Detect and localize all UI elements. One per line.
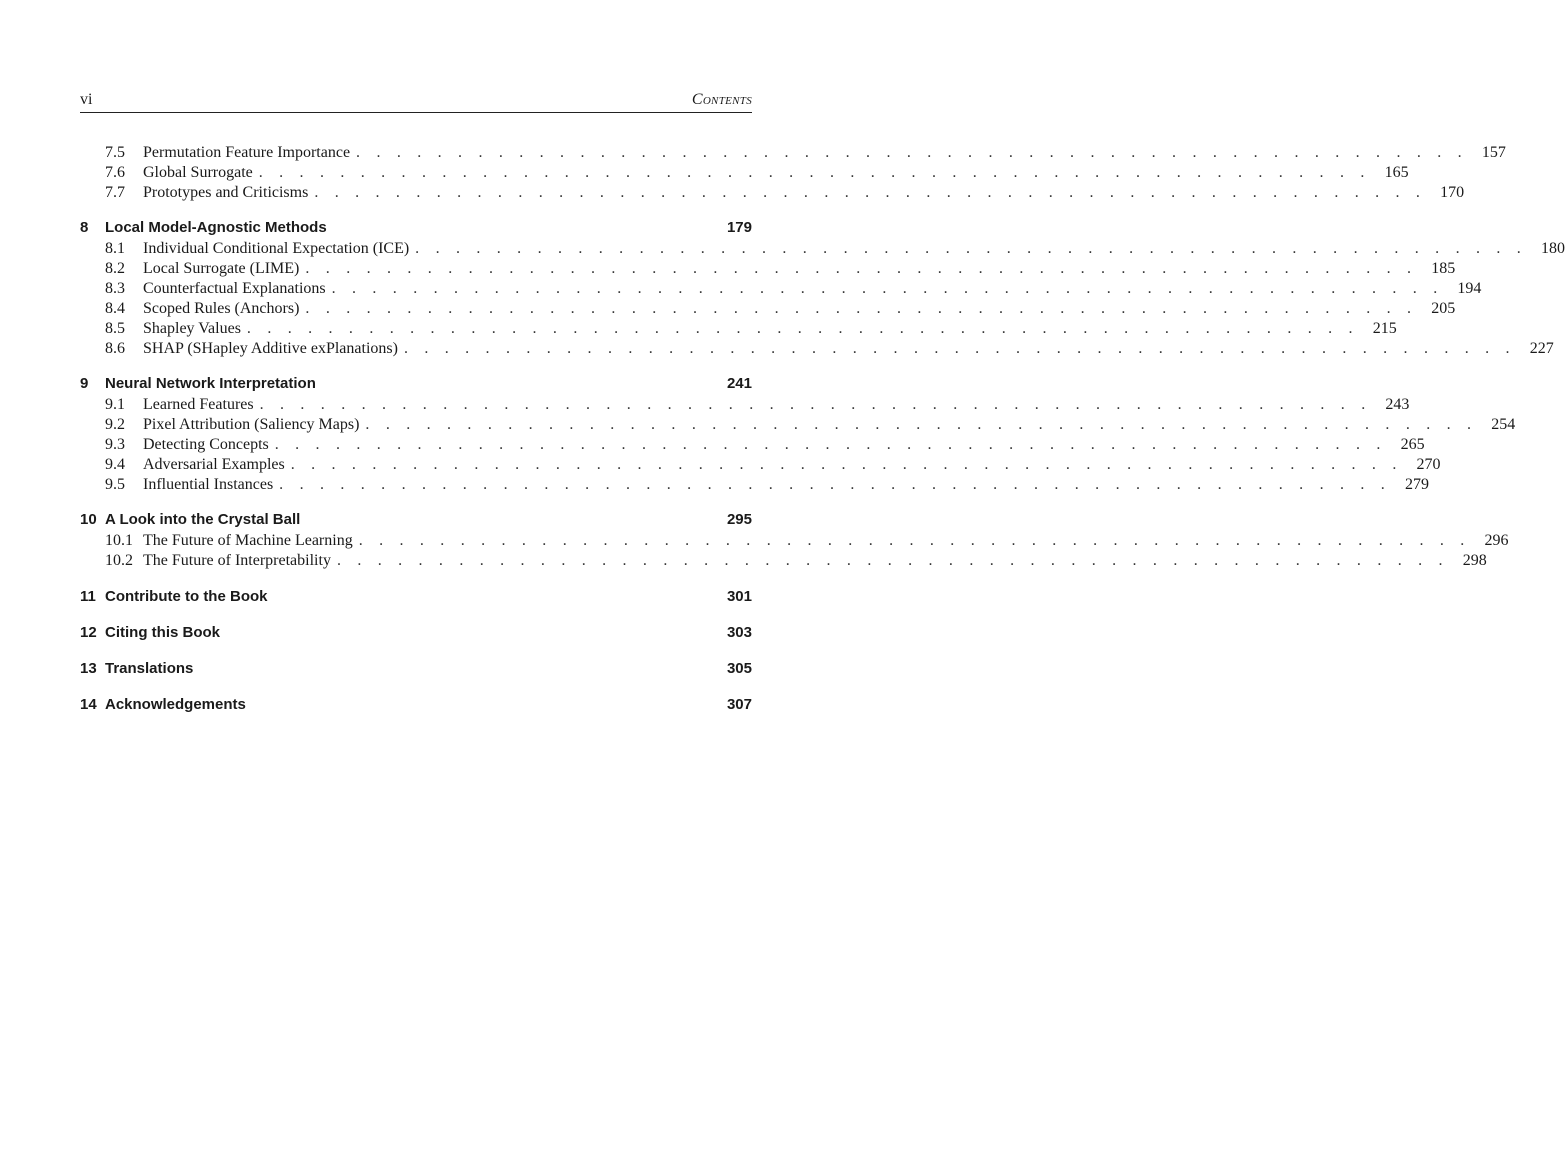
toc-chapter-entry[interactable] bbox=[80, 587, 752, 607]
section-page: 165 bbox=[1384, 164, 1409, 181]
toc-section-entry[interactable] bbox=[80, 279, 1482, 299]
section-number: 10.2 bbox=[105, 552, 133, 569]
chapter-title: Translations bbox=[105, 660, 194, 677]
table-of-contents bbox=[80, 143, 1565, 716]
section-title: The Future of Interpretability bbox=[143, 552, 331, 569]
toc-section-entry[interactable] bbox=[80, 143, 1506, 163]
section-page: 279 bbox=[1404, 476, 1429, 493]
chapter-title: Local Model-Agnostic Methods bbox=[105, 219, 327, 236]
chapter-title: Citing this Book bbox=[105, 624, 220, 641]
chapter-number: 10 bbox=[80, 511, 97, 528]
section-page: 265 bbox=[1400, 436, 1425, 453]
chapter-title: Contribute to the Book bbox=[105, 588, 268, 605]
section-title: Pixel Attribution (Saliency Maps) bbox=[143, 416, 360, 433]
toc-section-entry[interactable] bbox=[80, 299, 1456, 319]
section-page: 180 bbox=[1540, 240, 1565, 257]
section-number: 8.5 bbox=[105, 320, 125, 337]
toc-section-entry[interactable] bbox=[80, 551, 1487, 571]
section-number: 8.4 bbox=[105, 300, 125, 317]
toc-section-entry[interactable] bbox=[80, 531, 1509, 551]
chapter-number: 11 bbox=[80, 588, 96, 605]
dot-leader: . . . . . . . . . . . . . . . . . . . . . . . . . . . . . . . . . . . . . . . . . . . . . . . . . . . . . . . bbox=[336, 552, 1449, 569]
toc-section-entry[interactable] bbox=[80, 183, 1465, 203]
dot-leader: . . . . . . . . . . . . . . . . . . . . . . . . . . . . . . . . . . . . . . . . . . . . . . . . . . . . . . . bbox=[290, 456, 1403, 473]
section-page: 296 bbox=[1484, 532, 1509, 549]
dot-leader: . . . . . . . . . . . . . . . . . . . . . . . . . . . . . . . . . . . . . . . . . . . . . . . . . . . . . . . bbox=[415, 240, 1527, 257]
section-title: Adversarial Examples bbox=[143, 456, 285, 473]
section-title: SHAP (SHapley Additive exPlanations) bbox=[143, 340, 398, 357]
toc-chapter-entry[interactable] bbox=[80, 218, 752, 238]
section-title: Global Surrogate bbox=[143, 164, 253, 181]
section-page: 205 bbox=[1431, 300, 1456, 317]
toc-section-entry[interactable] bbox=[80, 239, 1565, 259]
section-title: Influential Instances bbox=[143, 476, 274, 493]
section-number: 7.7 bbox=[105, 184, 125, 201]
section-number: 9.1 bbox=[105, 396, 125, 413]
section-title: Prototypes and Criticisms bbox=[143, 184, 309, 201]
section-page: 170 bbox=[1440, 184, 1465, 201]
toc-section-entry[interactable] bbox=[80, 339, 1554, 359]
section-title: Detecting Concepts bbox=[143, 436, 269, 453]
toc-section-entry[interactable] bbox=[80, 415, 1516, 435]
chapter-title: Acknowledgements bbox=[105, 696, 246, 713]
dot-leader: . . . . . . . . . . . . . . . . . . . . . . . . . . . . . . . . . . . . . . . . . . . . . . . . . . . . . . . bbox=[305, 300, 1418, 317]
section-page: 194 bbox=[1457, 280, 1482, 297]
chapter-number: 12 bbox=[80, 624, 97, 641]
dot-leader: . . . . . . . . . . . . . . . . . . . . . . . . . . . . . . . . . . . . . . . . . . . . . . . . . . . . . . . bbox=[356, 144, 1468, 161]
toc-chapter-entry[interactable] bbox=[80, 510, 752, 530]
section-title: Learned Features bbox=[143, 396, 254, 413]
toc-section-entry[interactable] bbox=[80, 435, 1425, 455]
section-title: Shapley Values bbox=[143, 320, 241, 337]
chapter-title: Neural Network Interpretation bbox=[105, 375, 316, 392]
running-header bbox=[80, 90, 752, 113]
toc-section-entry[interactable] bbox=[80, 455, 1441, 475]
dot-leader: . . . . . . . . . . . . . . . . . . . . . . . . . . . . . . . . . . . . . . . . . . . . . . . . . . . . . . . bbox=[314, 184, 1427, 201]
dot-leader: . . . . . . . . . . . . . . . . . . . . . . . . . . . . . . . . . . . . . . . . . . . . . . . . . . . . . . . bbox=[358, 532, 1471, 549]
section-title: Scoped Rules (Anchors) bbox=[143, 300, 300, 317]
dot-leader: . . . . . . . . . . . . . . . . . . . . . . . . . . . . . . . . . . . . . . . . . . . . . . . . . . . . . . . bbox=[305, 260, 1418, 277]
dot-leader: . . . . . . . . . . . . . . . . . . . . . . . . . . . . . . . . . . . . . . . . . . . . . . . . . . . . . . . bbox=[279, 476, 1391, 493]
section-number: 8.3 bbox=[105, 280, 125, 297]
dot-leader: . . . . . . . . . . . . . . . . . . . . . . . . . . . . . . . . . . . . . . . . . . . . . . . . . . . . . . . bbox=[258, 164, 1371, 181]
section-number: 9.2 bbox=[105, 416, 125, 433]
section-page: 243 bbox=[1385, 396, 1410, 413]
section-number: 8.6 bbox=[105, 340, 125, 357]
section-number: 10.1 bbox=[105, 532, 133, 549]
dot-leader: . . . . . . . . . . . . . . . . . . . . . . . . . . . . . . . . . . . . . . . . . . . . . . . . . . . . . . . bbox=[331, 280, 1444, 297]
toc-section-entry[interactable] bbox=[80, 319, 1397, 339]
toc-section-entry[interactable] bbox=[80, 163, 1409, 183]
section-number: 9.5 bbox=[105, 476, 125, 493]
chapter-number: 8 bbox=[80, 219, 89, 236]
section-number: 8.2 bbox=[105, 260, 125, 277]
dot-leader: . . . . . . . . . . . . . . . . . . . . . . . . . . . . . . . . . . . . . . . . . . . . . . . . . . . . . . . bbox=[246, 320, 1359, 337]
toc-section-entry[interactable] bbox=[80, 395, 1410, 415]
section-title: Local Surrogate (LIME) bbox=[143, 260, 300, 277]
toc-section-entry[interactable] bbox=[80, 259, 1456, 279]
toc-chapter-entry[interactable] bbox=[80, 695, 752, 715]
chapter-number: 9 bbox=[80, 375, 89, 392]
chapter-number: 13 bbox=[80, 660, 97, 677]
section-number: 8.1 bbox=[105, 240, 125, 257]
chapter-number: 14 bbox=[80, 696, 97, 713]
chapter-page: 307 bbox=[726, 696, 752, 713]
toc-chapter-entry[interactable] bbox=[80, 659, 752, 679]
dot-leader: . . . . . . . . . . . . . . . . . . . . . . . . . . . . . . . . . . . . . . . . . . . . . . . . . . . . . . . bbox=[403, 340, 1516, 357]
chapter-page: 241 bbox=[726, 375, 752, 392]
section-page: 185 bbox=[1431, 260, 1456, 277]
section-number: 7.6 bbox=[105, 164, 125, 181]
section-title: The Future of Machine Learning bbox=[143, 532, 353, 549]
chapter-page: 303 bbox=[726, 624, 752, 641]
chapter-page: 301 bbox=[726, 588, 752, 605]
section-page: 254 bbox=[1491, 416, 1516, 433]
chapter-page: 305 bbox=[726, 660, 752, 677]
section-number: 9.4 bbox=[105, 456, 125, 473]
chapter-title: A Look into the Crystal Ball bbox=[105, 511, 301, 528]
toc-chapter-entry[interactable] bbox=[80, 623, 752, 643]
page-number: vi bbox=[80, 91, 93, 108]
dot-leader: . . . . . . . . . . . . . . . . . . . . . . . . . . . . . . . . . . . . . . . . . . . . . . . . . . . . . . . bbox=[274, 436, 1387, 453]
section-page: 157 bbox=[1481, 144, 1506, 161]
section-page: 215 bbox=[1372, 320, 1397, 337]
toc-section-entry[interactable] bbox=[80, 475, 1429, 495]
section-title: Individual Conditional Expectation (ICE) bbox=[143, 240, 410, 257]
chapter-page: 179 bbox=[726, 219, 752, 236]
section-number: 7.5 bbox=[105, 144, 125, 161]
section-page: 270 bbox=[1416, 456, 1441, 473]
dot-leader: . . . . . . . . . . . . . . . . . . . . . . . . . . . . . . . . . . . . . . . . . . . . . . . . . . . . . . . bbox=[259, 396, 1372, 413]
section-number: 9.3 bbox=[105, 436, 125, 453]
dot-leader: . . . . . . . . . . . . . . . . . . . . . . . . . . . . . . . . . . . . . . . . . . . . . . . . . . . . . . . bbox=[365, 416, 1478, 433]
section-page: 298 bbox=[1462, 552, 1487, 569]
section-page: 227 bbox=[1529, 340, 1554, 357]
chapter-page: 295 bbox=[726, 511, 752, 528]
section-title: Counterfactual Explanations bbox=[143, 280, 326, 297]
toc-chapter-entry[interactable] bbox=[80, 374, 752, 394]
running-title: Contents bbox=[691, 91, 752, 108]
section-title: Permutation Feature Importance bbox=[143, 144, 351, 161]
